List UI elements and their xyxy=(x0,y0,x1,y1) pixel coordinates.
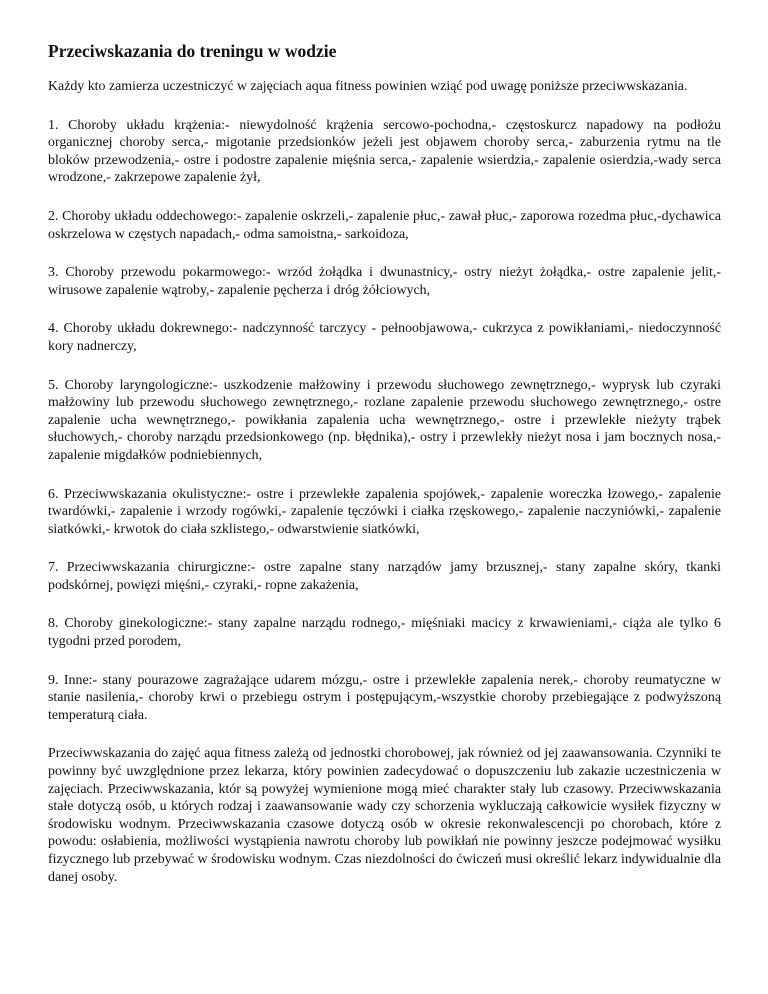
document-title: Przeciwskazania do treningu w wodzie xyxy=(48,41,337,61)
contraindication-item-8: 8. Choroby ginekologiczne:- stany zapalne narządu rodnego,- mięśniaki macicy z krwawieniami,- ciąża ale tylko 6 tygodni przed porodem, xyxy=(48,616,721,650)
contraindication-item-3: 3. Choroby przewodu pokarmowego:- wrzód żołądka i dwunastnicy,- ostry nieżyt żołądka,- ostre zapalenie jelit,- wirusowe zapalenie wątroby,- zapalenie pęcherza i dróg żółciowych, xyxy=(48,265,721,298)
closing-paragraph: Przeciwwskazania do zajęć aqua fitness zależą od jednostki chorobowej, jak również od jej zaawansowania. Czynniki te powinny być uwzględnione przez lekarza, który powinien zadecydować o dopuszczeniu lub zakazie uczestniczenia w zajęciach. Przeciwwskazania, któr są powyżej wymienione mogą mieć charakter stały lub czasowy. Przeciwwskazania stałe dotyczą osób, u których rodzaj i zaawansowanie wady czy schorzenia wykluczają całkowicie wysiłek fizyczny w środowisku wodnym. Przeciwwskazania czasowe dotyczą osób w okresie rekonwalescencji po chorobach, które z powodu: osłabienia, możliwości wystąpienia nawrotu choroby lub powikłań nie powinny jeszcze podejmować wysiłku fizycznego lub przebywać w środowisku wodnym. Czas niezdolności do ćwiczeń musi określić lekarz indywidualnie dla danej osoby. xyxy=(48,746,721,885)
contraindication-item-6: 6. Przeciwwskazania okulistyczne:- ostre i przewlekłe zapalenia spojówek,- zapalenie woreczka łzowego,- zapalenie twardówki,- zapalenie i wrzody rogówki,- zapalenie tęczówki i ciałka rzęskowego,- zapalenie naczyniówki,- zapalenie siatkówki,- krwotok do ciała szklistego,- odwarstwienie siatkówki, xyxy=(48,486,721,537)
contraindication-item-4: 4. Choroby układu dokrewnego:- nadczynność tarczycy - pełnoobjawowa,- cukrzyca z powikłaniami,- niedoczynność kory nadnerczy, xyxy=(48,321,721,354)
intro-paragraph: Każdy kto zamierza uczestniczyć w zajęciach aqua fitness powinien wziąć pod uwagę poniższe przeciwwskazania. xyxy=(48,79,688,94)
document-page xyxy=(48,40,721,907)
contraindication-item-7: 7. Przeciwwskazania chirurgiczne:- ostre zapalne stany narządów jamy brzusznej,- stany zapalne skóry, tkanki podskórnej, powięzi mięśni,- czyraki,- ropne zakażenia, xyxy=(48,560,721,593)
contraindication-item-9: 9. Inne:- stany pourazowe zagrażające udarem mózgu,- ostre i przewlekłe zapalenia nerek,- choroby reumatyczne w stanie nasilenia,- choroby krwi o przebiegu ostrym i postępującym,-wszystkie choroby przebiegające z podwyższoną temperaturą ciała. xyxy=(48,672,721,723)
contraindication-item-5: 5. Choroby laryngologiczne:- uszkodzenie małżowiny i przewodu słuchowego zewnętrznego,- wyprysk lub czyraki małżowiny lub przewodu słuchowego zewnętrznego,- rozlane zapalenie przewodu słuchowego zewnętrznego,- ostre zapalenie ucha wewnętrznego,- powikłania zapalenia ucha wewnętrznego,- ostre i przewlekłe nieżyty trąbek słuchowych,- choroby narządu przedsionkowego (np. błędnika),- ostry i przewlekły nieżyt nosa i jam bocznych nosa,-zapalenie migdałków podniebiennych, xyxy=(48,377,721,463)
contraindication-item-2: 2. Choroby układu oddechowego:- zapalenie oskrzeli,- zapalenie płuc,- zawał płuc,- zaporowa rozedma płuc,-dychawica oskrzelowa w częstych napadach,- odma samoistna,- sarkoidoza, xyxy=(48,208,721,242)
contraindication-item-1: 1. Choroby układu krążenia:- niewydolność krążenia sercowo-pochodna,- częstoskurcz napadowy na podłożu organicznej choroby serca,- migotanie przedsionków jeżeli jest objawem choroby serca,- zaburzenia rytmu na tle bloków przewodzenia,- ostre i podostre zapalenie mięśnia serca,- zapalenie wsierdzia,- zapalenie osierdzia,-wady serca wrodzone,- zakrzepowe zapalenie żył, xyxy=(48,117,721,186)
